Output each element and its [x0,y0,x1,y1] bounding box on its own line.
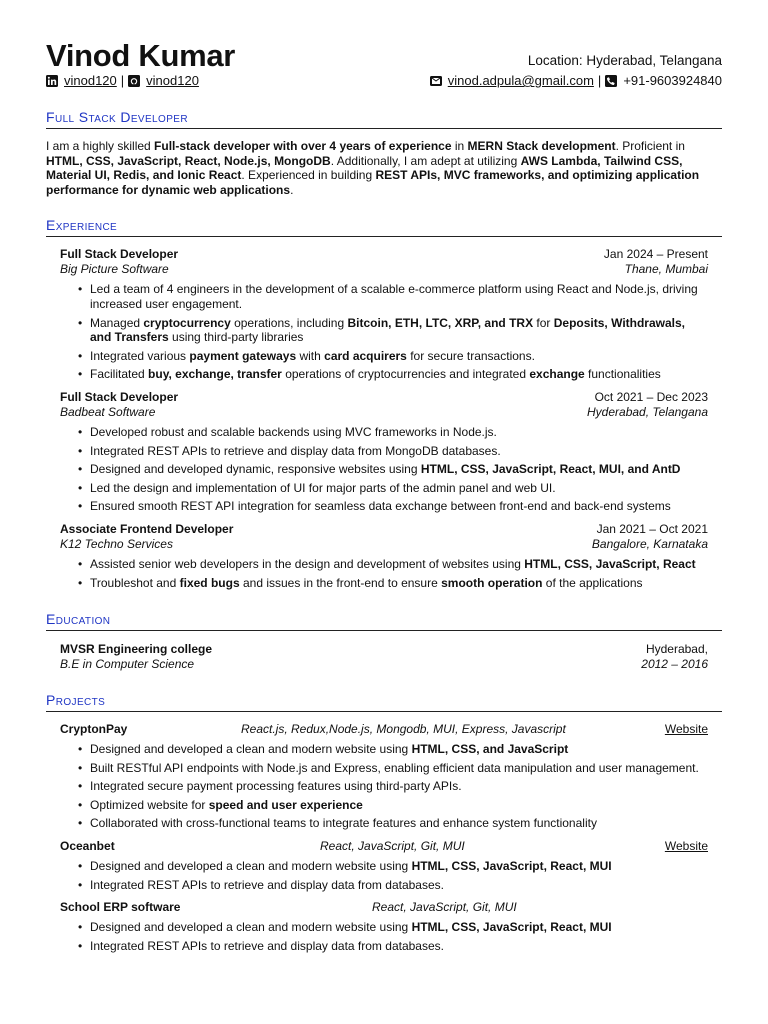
bullet-list [60,920,708,953]
bold-text: Bitcoin, ETH, LTC, XRP, and TRX [347,315,534,330]
education-entry [60,642,708,672]
bullet-item [90,425,708,440]
job-sub-row [60,405,708,420]
text-run: Designed and developed a clean and modern website using [90,859,412,874]
text-run: Managed [90,315,144,330]
bullet-item [90,444,708,459]
bold-text: HTML, CSS, JavaScript, React, Node.js, MongoDB [46,153,331,168]
bullet-item [90,779,708,794]
linkedin-link[interactable]: vinod120 [64,73,117,88]
section-title-summary: Full Stack Developer [46,108,722,129]
experience-list [46,247,722,590]
text-run: in [451,139,468,153]
phone-number: +91-9603924840 [623,73,722,88]
text-run: and issues in the front-end to ensure [239,575,442,590]
project-tech-stack: React.js, Redux,Node.js, Mongodb, MUI, Express, Javascript [241,722,566,737]
bold-text: smooth operation [441,575,543,590]
text-run: . Experienced in building [241,168,376,183]
job-dates: Jan 2024 – Present [603,247,708,262]
text-run: Assisted senior web developers in the design and development of websites using [90,556,525,571]
bullet-item [90,878,708,893]
bullet-item [90,481,708,496]
text-run: Integrated REST APIs to retrieve and display data from databases. [90,877,444,892]
project-header-row [60,722,708,737]
job-role: Full Stack Developer [60,247,179,262]
candidate-name: Vinod Kumar [46,38,236,73]
bullet-item [90,939,708,954]
job-role: Associate Frontend Developer [60,521,234,536]
section-title-education: Education [46,610,722,631]
text-run: with [296,348,325,363]
phone-icon [605,75,617,87]
location-text: Location: Hyderabad, Telangana [527,53,722,68]
bullet-item [90,367,708,382]
bold-text: cryptocurrency [143,315,231,330]
resume-page [46,0,722,957]
project-name: Oceanbet [60,839,115,854]
job-sub-row [60,262,708,277]
email-icon [430,75,442,87]
project-list [46,722,722,953]
bold-text: buy, exchange, transfer [148,367,282,382]
job-header-row [60,390,708,405]
job-header-row [60,247,708,262]
job-dates: Oct 2021 – Dec 2023 [594,389,708,404]
text-run: Led the design and implementation of UI for major parts of the admin panel and web UI. [90,480,556,495]
text-run: Developed robust and scalable backends using MVC frameworks in Node.js. [90,424,497,439]
email-link[interactable]: vinod.adpula@gmail.com [447,73,594,88]
job-location: Hyderabad, Telangana [587,404,708,419]
bold-text: HTML, CSS, JavaScript, React, MUI, and AntD [420,462,681,477]
project-entry [60,900,708,953]
job-sub-row [60,537,708,552]
text-run: . [290,182,294,197]
bold-text: HTML, CSS, JavaScript, React, MUI [411,859,612,874]
education-list [46,642,722,672]
project-entry [60,839,708,892]
bold-text: exchange [529,367,585,382]
job-location: Thane, Mumbai [624,262,708,277]
bold-text: Deposits, Withdrawals, and Transfers [90,315,685,345]
project-name: School ERP software [60,900,181,915]
bullet-item [90,316,708,345]
school-name: MVSR Engineering college [60,642,213,657]
text-run: using third-party libraries [168,330,304,345]
bullet-list [60,742,708,831]
bullet-item [90,282,708,311]
project-entry [60,722,708,831]
linkedin-icon [46,75,58,87]
project-name: CryptonPay [60,722,128,737]
text-run: functionalities [584,367,661,382]
github-link[interactable]: vinod120 [146,73,199,88]
bullet-item [90,462,708,477]
bold-text: REST APIs, MVC frameworks, and optimizing application performance for dynamic web applications [46,168,700,197]
text-run: for [533,315,554,330]
bullet-list [60,282,708,382]
bullet-list [60,557,708,590]
bullet-item [90,859,708,874]
bold-text: MERN Stack development [467,139,616,153]
text-run: Integrated REST APIs to retrieve and display data from databases. [90,938,444,953]
degree: B.E in Computer Science [60,657,195,672]
text-run: Facilitated [90,367,149,382]
text-run: Led a team of 4 engineers in the development of a scalable e-commerce platform using React and Node.js, driving increased user engagement. [90,282,698,311]
bold-text: HTML, CSS, and JavaScript [411,742,569,757]
project-tech-stack: React, JavaScript, Git, MUI [320,839,465,854]
bold-text: HTML, CSS, JavaScript, React, MUI [411,920,612,935]
resume-header [46,0,722,98]
text-run: operations of cryptocurrencies and integrated [281,367,530,382]
project-tech-stack: React, JavaScript, Git, MUI [372,900,517,915]
bullet-item [90,557,708,572]
text-run: Integrated REST APIs to retrieve and display data from MongoDB databases. [90,443,501,458]
section-title-projects: Projects [46,691,722,712]
school-place: Hyderabad, [645,642,708,657]
bold-text: fixed bugs [179,575,240,590]
project-header-row [60,839,708,854]
bullet-list [60,425,708,514]
separator: | [597,73,602,88]
bold-text: Full-stack developer with over 4 years of experience [154,139,452,153]
section-title-experience: Experience [46,216,722,237]
text-run: Integrated secure payment processing features using third-party APIs. [90,779,462,794]
bullet-item [90,920,708,935]
text-run: Ensured smooth REST API integration for seamless data exchange between front-end and back-end systems [90,499,671,514]
experience-section [46,216,722,590]
text-run: Designed and developed a clean and modern website using [90,920,412,935]
job-location: Bangalore, Karnataka [591,536,708,551]
bullet-item [90,798,708,813]
bold-text: card acquirers [324,348,407,363]
summary-section [46,108,722,197]
separator: | [120,73,125,88]
bullet-item [90,761,708,776]
text-run: Designed and developed a clean and modern website using [90,742,412,757]
projects-section [46,691,722,953]
text-run: I am a highly skilled [46,139,155,153]
text-run: Designed and developed dynamic, responsive websites using [90,462,421,477]
job-entry [60,247,708,382]
text-run: for secure transactions. [406,348,535,363]
text-run: Built RESTful API endpoints with Node.js and Express, enabling efficient data manipulation and user management. [90,760,699,775]
bullet-list [60,859,708,892]
bold-text: AWS Lambda, Tailwind CSS, Material UI, Redis, and Ionic React [46,153,683,183]
project-website-link[interactable]: Website [664,839,708,854]
job-dates: Jan 2021 – Oct 2021 [596,521,708,536]
bullet-item [90,349,708,364]
text-run: of the applications [542,575,643,590]
company-name: Badbeat Software [60,404,156,419]
profile-links [46,72,199,90]
text-run: operations, including [230,315,348,330]
job-header-row [60,522,708,537]
bullet-item [90,499,708,514]
bullet-item [90,742,708,757]
company-name: K12 Techno Services [60,536,173,551]
job-role: Full Stack Developer [60,389,179,404]
text-run: Troubleshot and [90,575,180,590]
summary-text [46,139,722,197]
bold-text: HTML, CSS, JavaScript, React [524,556,696,571]
text-run: . Proficient in [615,139,685,153]
job-entry [60,522,708,590]
company-name: Big Picture Software [60,262,169,277]
text-run: Optimized website for [90,797,209,812]
job-entry [60,390,708,514]
text-run: Integrated various [90,348,190,363]
education-section [46,610,722,672]
bullet-item [90,816,708,831]
text-run: . Additionally, I am adept at utilizing [330,153,521,168]
project-website-link[interactable]: Website [664,722,708,737]
bullet-item [90,576,708,591]
education-years: 2012 – 2016 [641,657,708,672]
contact-links [430,72,722,90]
project-header-row [60,900,708,915]
bold-text: payment gateways [189,348,297,363]
text-run: Collaborated with cross-functional teams to integrate features and enhance system functionality [90,816,597,831]
bold-text: speed and user experience [208,797,363,812]
github-icon [128,75,140,87]
